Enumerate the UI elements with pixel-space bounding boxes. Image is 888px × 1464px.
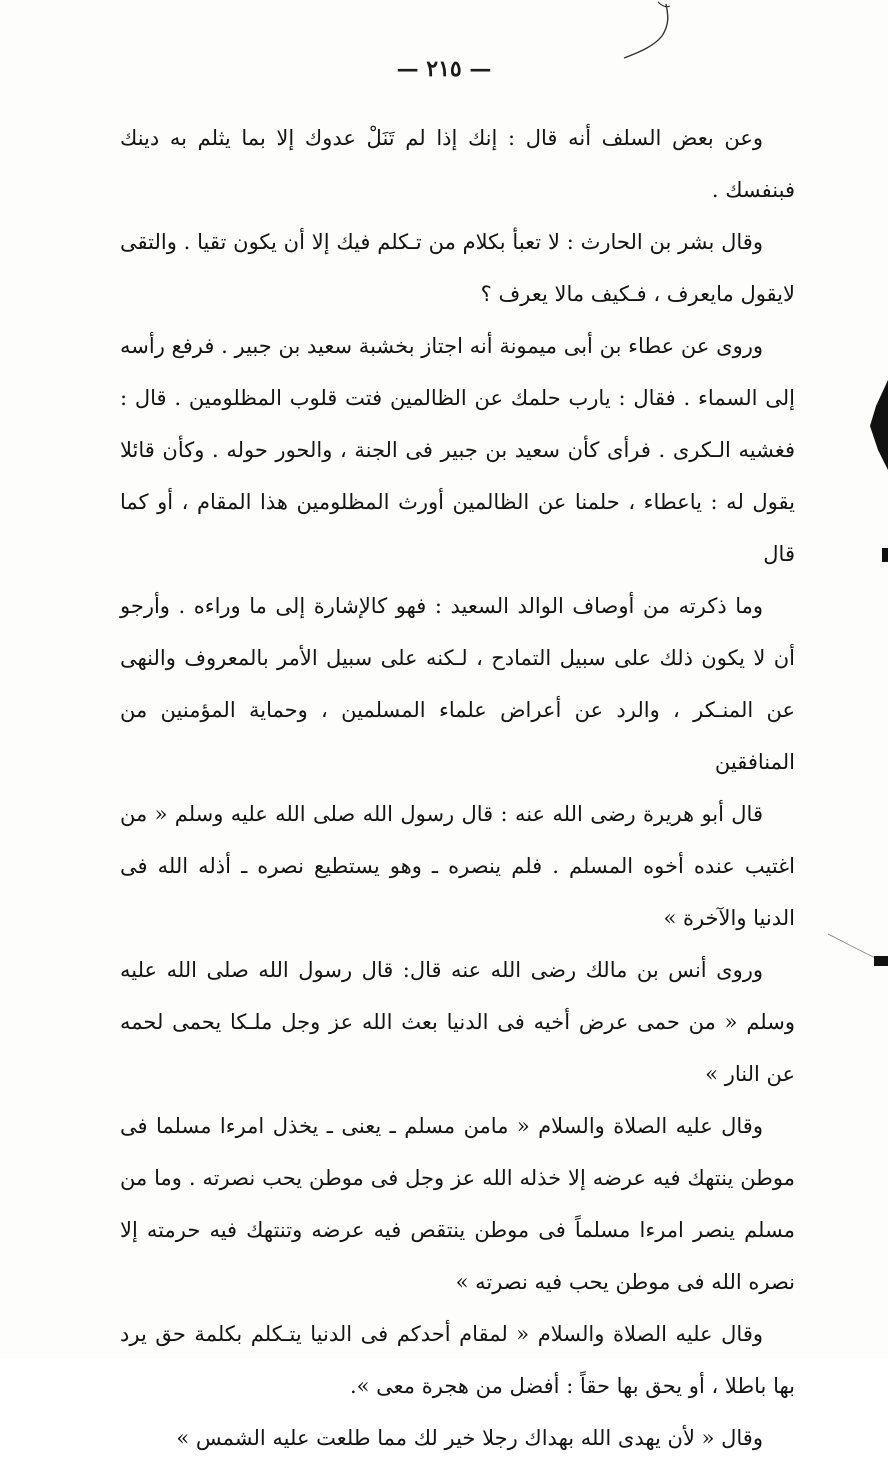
right-edge-mark-small: [882, 548, 888, 562]
right-edge-blot: [868, 380, 888, 470]
paragraph: وقال عليه الصلاة والسلام « لمقام أحدكم فى الدنيا يتـكلم بكلمة حق يرد بها باطلا ، أو يحق بها حقاً : أفضل من هجرة معى ».: [120, 1322, 795, 1398]
right-edge-line-mark: [828, 930, 888, 970]
paragraph: قال أبو هريرة رضى الله عنه : قال رسول الله صلى الله عليه وسلم « من اغتيب عنده أخوه المسلم . فلم ينصره ـ وهو يستطيع نصره ـ أذله الله فى الدنيا والآخرة »: [120, 802, 795, 930]
paragraph: وقال « لأن يهدى الله بهداك رجلا خير لك مما طلعت عليه الشمس »: [176, 1426, 763, 1450]
paragraph: وروى أنس بن مالك رضى الله عنه قال: قال رسول الله صلى الله عليه وسلم « من حمى عرض أخيه فى الدنيا بعث الله عز وجل ملـكا يحمى لحمه عن النار »: [120, 958, 795, 1086]
page-number: — ٢١٥ —: [396, 56, 492, 82]
paragraph: وما ذكرته من أوصاف الوالد السعيد : فهو كالإشارة إلى ما وراءه . وأرجو أن لا يكون ذلك على سبيل التمادح ، لـكنه على سبيل الأمر بالمعروف والنهى عن المنـكر ، والرد عن أعراض علماء المسلمين ، وحماية المؤمنين من المنافقين: [120, 594, 795, 774]
paragraph: وقال عليه الصلاة والسلام « مامن مسلم ـ يعنى ـ يخذل امرءا مسلما فى موطن ينتهك فيه عرضه إلا خذله الله عز وجل فى موطن يحب نصرته . وما من مسلم ينصر امرءا مسلماً فى موطن ينتقص فيه عرضه وتنتهك فيه حرمته إلا نصره الله فى موطن يحب فيه نصرته »: [120, 1114, 795, 1294]
body-text: [120, 112, 795, 1464]
paragraph: وروى عن عطاء بن أبى ميمونة أنه اجتاز بخشبة سعيد بن جبير . فرفع رأسه إلى السماء . فقال : يارب حلمك عن الظالمين فتت قلوب المظلومين . قال : فغشيه الـكرى . فرأى كأن سعيد بن جبير فى الجنة ، والحور حوله . وكأن قائلا يقول له : ياعطاء ، حلمنا عن الظالمين أورث المظلومين هذا المقام ، أو كما قال: [120, 334, 795, 566]
paragraph: وقال بشر بن الحارث : لا تعبأ بكلام من تـكلم فيك إلا أن يكون تقيا . والتقى لايقول مايعرف ، فـكيف مالا يعرف ؟: [120, 230, 795, 306]
paragraph: وعن بعض السلف أنه قال : إنك إذا لم تَنَلْ عدوك إلا بما يثلم به دينك فبنفسك .: [120, 126, 795, 202]
